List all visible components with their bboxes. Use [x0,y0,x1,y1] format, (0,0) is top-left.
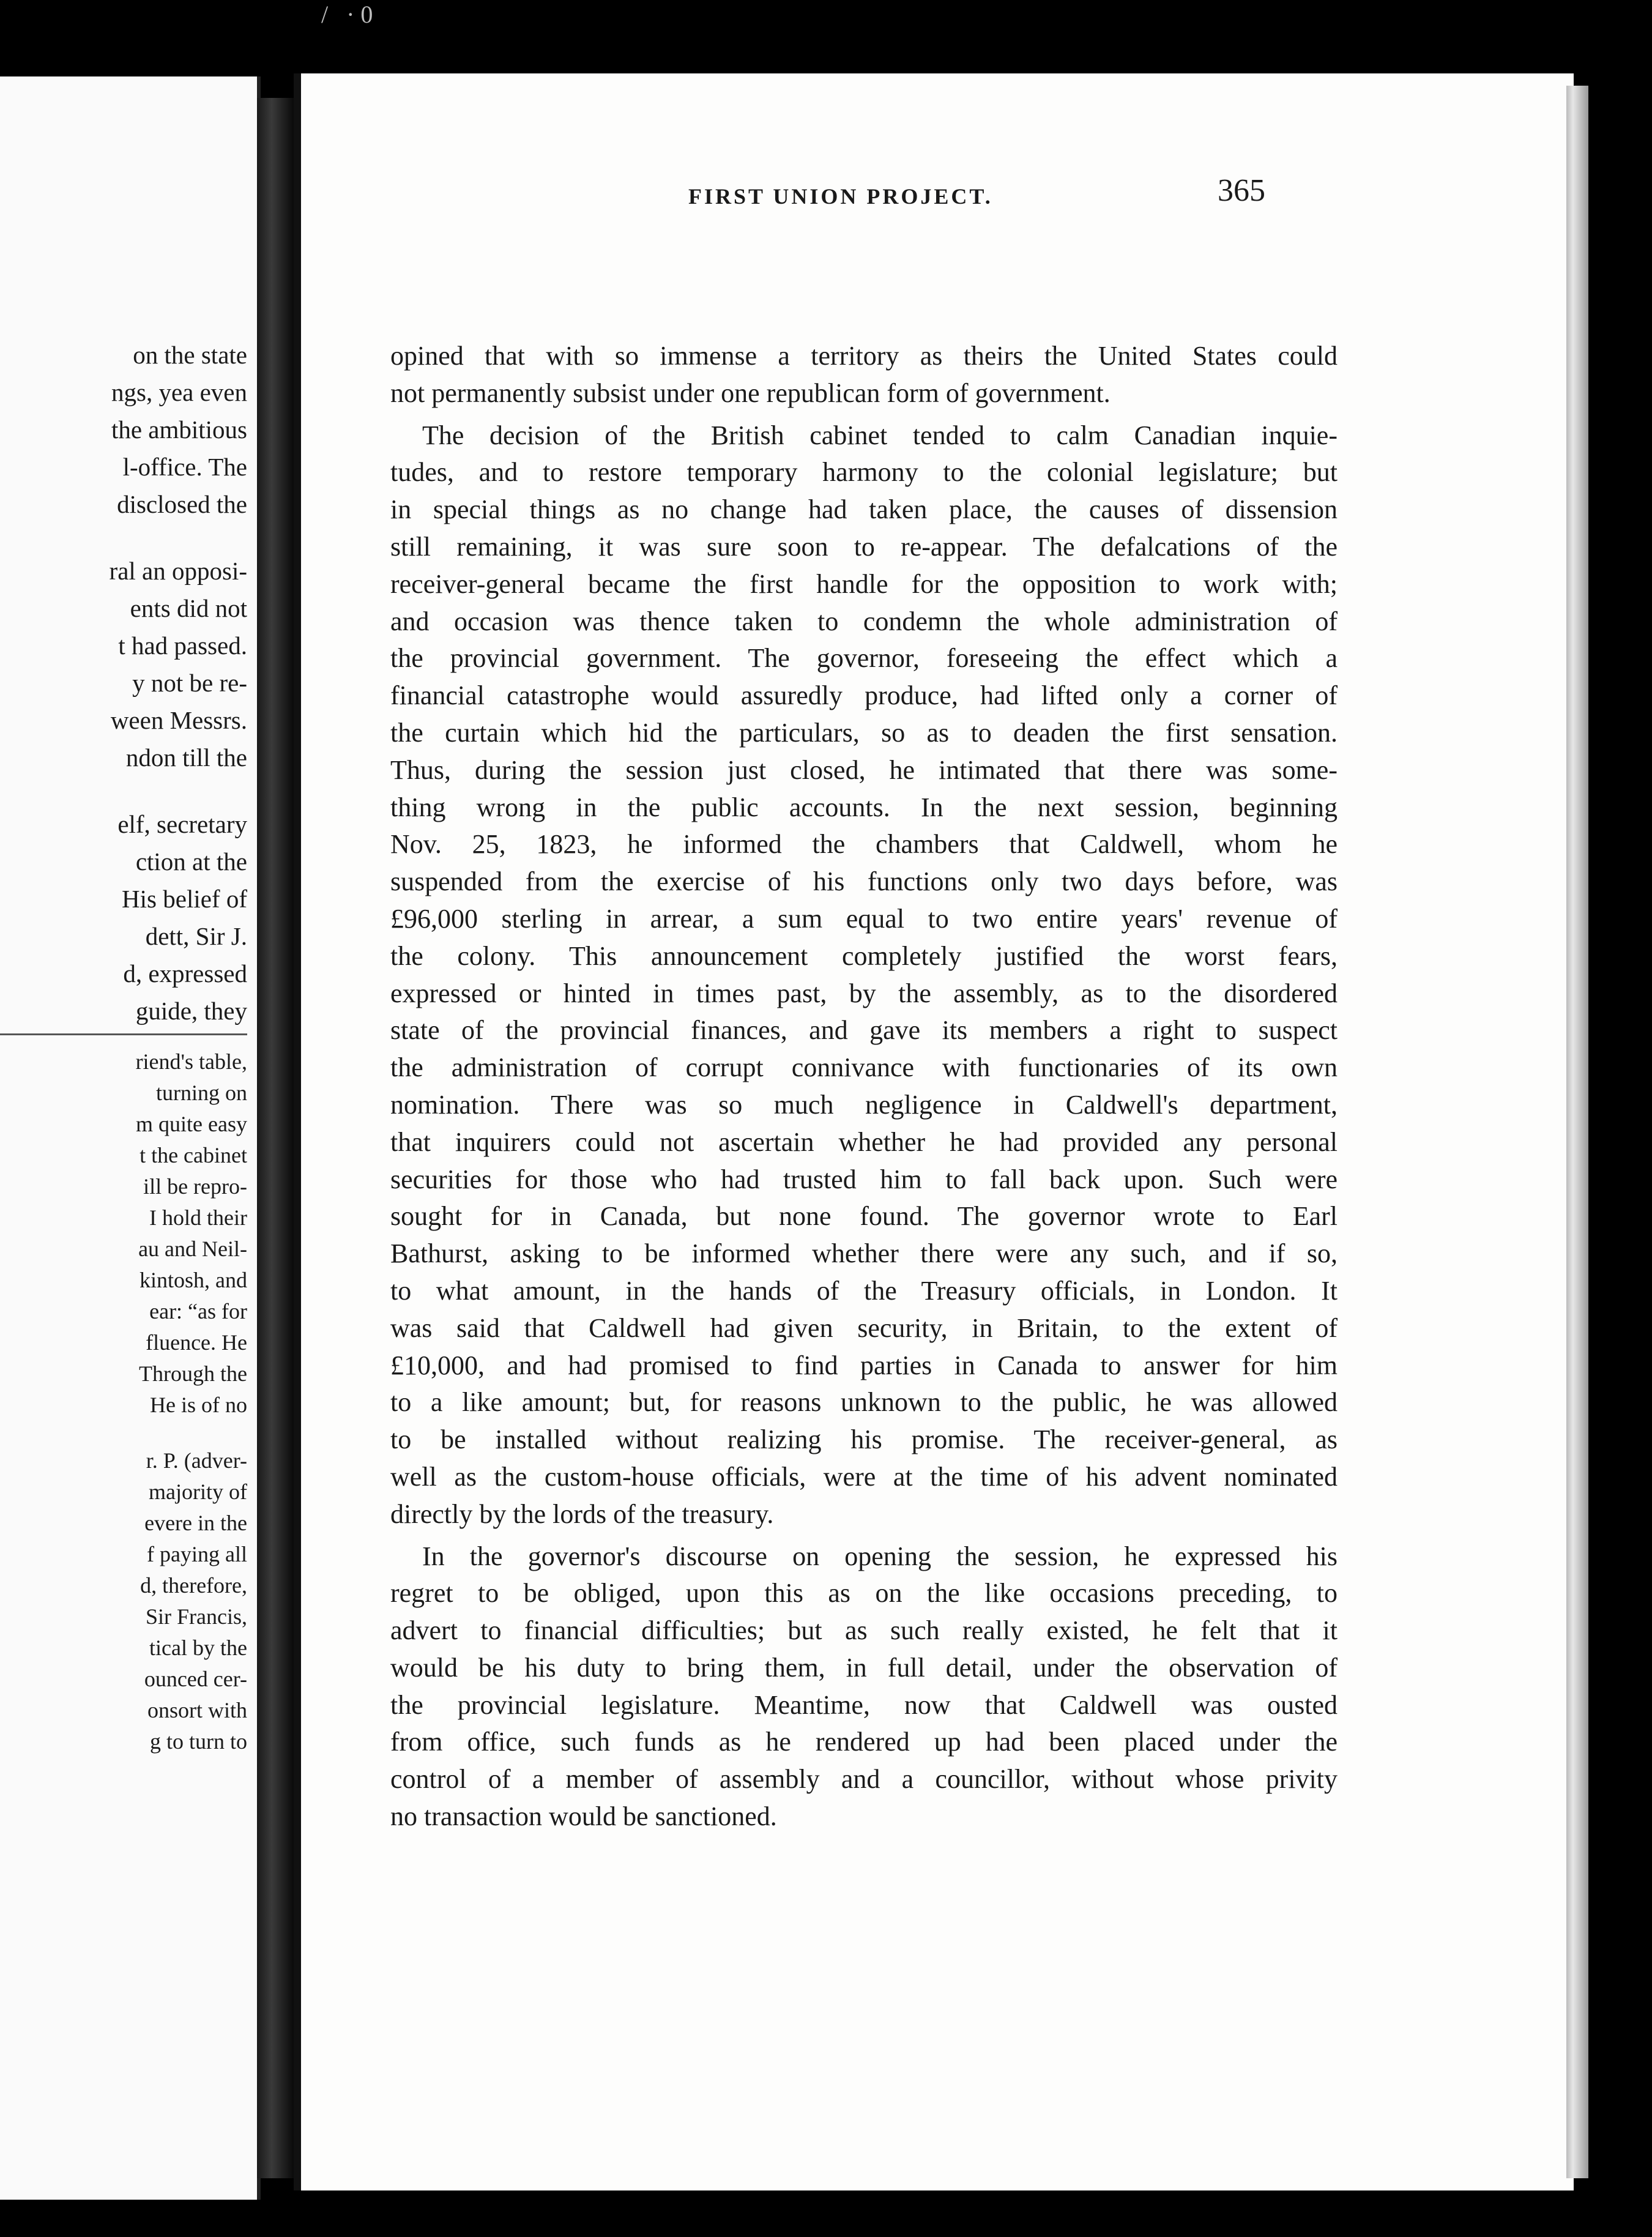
left-page-line: ction at the [135,847,247,876]
paragraph [390,338,1338,412]
left-page-line: His belief of [122,885,247,913]
text-line: well as the custom-house officials, were at the time of his advent nominated [390,1461,1338,1492]
left-footnote-line: f paying all [147,1542,247,1566]
left-footnote-line: ounced cer- [144,1667,247,1691]
paragraph [390,1538,1338,1836]
text-line: tudes, and to restore temporary harmony to the colonial legislature; but [390,457,1338,488]
text-line: state of the provincial finances, and gave its members a right to suspect [390,1015,1338,1046]
text-line: directly by the lords of the treasury. [390,1498,774,1529]
left-footnote-line: I hold their [149,1205,247,1230]
left-page-line: disclosed the [117,490,247,518]
text-line: Thus, during the session just closed, he intimated that there was some- [390,754,1338,785]
text-line: the provincial government. The governor, foreseeing the effect which a [390,643,1338,674]
text-line: £96,000 sterling in arrear, a sum equal to two entire years' revenue of [390,903,1338,934]
text-line: from office, such funds as he rendered up had been placed under the [390,1727,1338,1757]
left-page-line: d, expressed [123,959,247,988]
text-line: would be his duty to bring them, in full detail, under the observation of [390,1652,1338,1683]
text-line: control of a member of assembly and a councillor, without whose privity [390,1764,1338,1795]
left-footnote-line: Through the [139,1361,247,1386]
left-page-line: t had passed. [118,631,247,660]
left-footnote-line: ill be repro- [143,1174,247,1199]
corner-mark: / ·0 [321,1,379,28]
left-footnote-line: He is of no [150,1393,247,1417]
text-line: thing wrong in the public accounts. In the next session, beginning [390,792,1338,822]
left-page-line: on the state [133,341,247,369]
left-page-line: ral an opposi- [109,557,247,585]
book-gutter [257,98,294,2178]
text-line: In the governor's discourse on opening the session, he expressed his [422,1541,1338,1571]
footnote-rule [0,1033,247,1035]
text-line: was said that Caldwell had given security, in Britain, to the extent of [390,1312,1338,1343]
left-footnote-line: ear: “as for [149,1299,247,1323]
text-line: sought for in Canada, but none found. The governor wrote to Earl [390,1201,1338,1232]
left-footnote-line: Sir Francis, [146,1604,247,1629]
body-text [390,338,1338,1836]
left-footnote-line: kintosh, and [140,1268,247,1292]
left-footnote-line: m quite easy [136,1112,247,1136]
text-line: advert to financial difficulties; but as such really existed, he felt that it [390,1615,1338,1646]
left-footnote-line: d, therefore, [140,1573,247,1598]
text-line: The decision of the British cabinet tended to calm Canadian inquie- [422,420,1338,450]
left-page-line: ngs, yea even [111,378,247,406]
text-line: the colony. This announcement completely justified the worst fears, [390,940,1338,971]
left-footnote-line: t the cabinet [140,1143,247,1167]
text-line: expressed or hinted in times past, by the assembly, as to the disordered [390,978,1338,1008]
left-footnote-line: g to turn to [150,1729,247,1754]
left-page-line: y not be re- [132,669,247,697]
text-line: Nov. 25, 1823, he informed the chambers that Caldwell, whom he [390,829,1338,860]
page-edge [1566,86,1588,2178]
left-footnote-line: evere in the [144,1511,247,1535]
text-line: to be installed without realizing his promise. The receiver-general, as [390,1424,1338,1455]
text-line: receiver-general became the first handle for the opposition to work with; [390,568,1338,599]
left-page-line: ents did not [130,594,247,622]
left-footnote-line: au and Neil- [138,1237,247,1261]
page-number: 365 [1218,173,1265,208]
text-line: to what amount, in the hands of the Treasury officials, in London. It [390,1275,1338,1306]
left-footnote-line: fluence. He [146,1330,247,1355]
text-line: still remaining, it was sure soon to re-appear. The defalcations of the [390,531,1338,562]
left-page-line: ndon till the [125,743,247,772]
text-line: the curtain which hid the particulars, so as to deaden the first sensation. [390,717,1338,748]
left-facing-page [0,76,261,2200]
left-page-line: the ambitious [111,415,247,444]
left-footnote-line: onsort with [147,1698,247,1722]
text-line: securities for those who had trusted him to fall back upon. Such were [390,1164,1338,1194]
text-line: opined that with so immense a territory as theirs the United States could [390,341,1338,371]
text-line: £10,000, and had promised to find parties in Canada to answer for him [390,1350,1338,1380]
left-footnote-line: r. P. (adver- [146,1448,247,1473]
left-page-line: elf, secretary [117,810,247,838]
text-line: in special things as no change had taken place, the causes of dissension [390,494,1338,525]
left-footnote-line: turning on [156,1081,247,1105]
text-line: to a like amount; but, for reasons unknown to the public, he was allowed [390,1387,1338,1418]
text-line: that inquirers could not ascertain whether he had provided any personal [390,1126,1338,1157]
text-line: no transaction would be sanctioned. [390,1801,777,1832]
left-page-line: dett, Sir J. [145,922,247,950]
left-footnote-line: majority of [149,1480,247,1504]
running-title: FIRST UNION PROJECT. [688,184,993,209]
left-page-line: ween Messrs. [110,706,247,734]
text-line: the administration of corrupt connivance with functionaries of its own [390,1052,1338,1083]
text-line: not permanently subsist under one republican form of government. [390,378,1111,408]
text-line: and occasion was thence taken to condemn the whole administration of [390,606,1338,636]
text-line: regret to be obliged, upon this as on the like occasions preceding, to [390,1578,1338,1609]
paragraph [390,417,1338,1533]
text-line: suspended from the exercise of his functions only two days before, was [390,866,1338,897]
left-footnote-line: tical by the [149,1636,247,1660]
left-footnote-line: riend's table, [135,1049,247,1074]
text-line: the provincial legislature. Meantime, now that Caldwell was ousted [390,1689,1338,1720]
text-line: nomination. There was so much negligence in Caldwell's department, [390,1089,1338,1120]
text-line: Bathurst, asking to be informed whether there were any such, and if so, [390,1238,1338,1269]
left-page-line: guide, they [135,997,247,1025]
text-line: financial catastrophe would assuredly produce, had lifted only a corner of [390,680,1338,711]
left-page-line: l-office. The [122,453,247,481]
